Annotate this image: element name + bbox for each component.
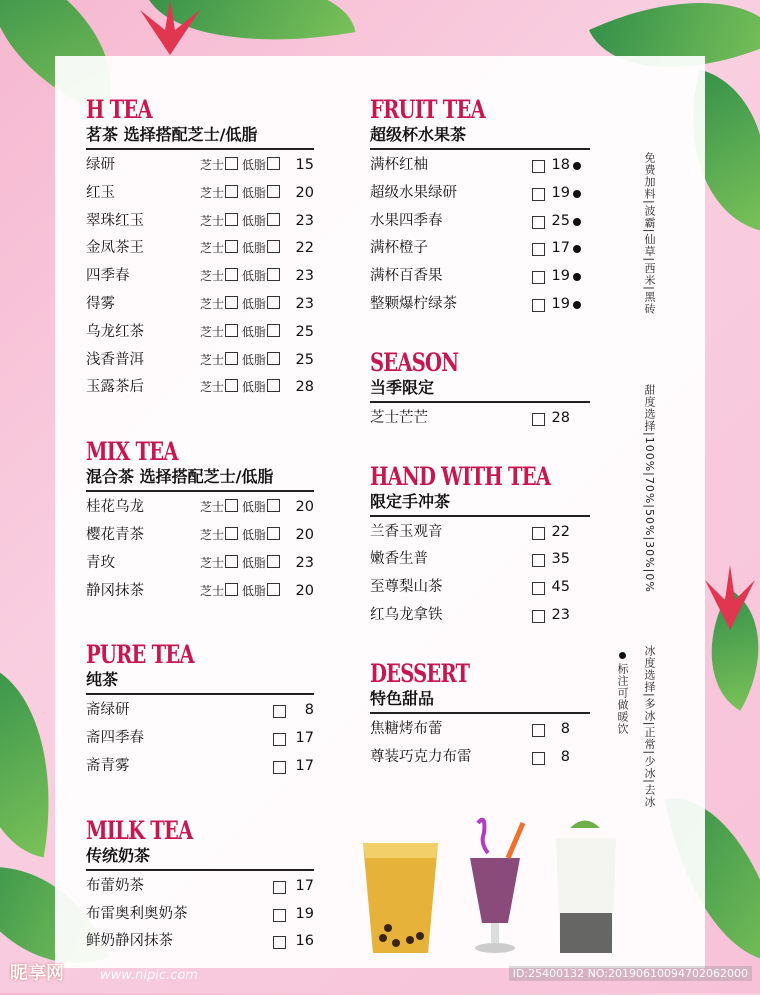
cheese-checkbox[interactable] — [225, 185, 238, 198]
item-name: 得雾 — [86, 295, 115, 312]
item-checkbox[interactable] — [532, 271, 545, 284]
mango-drink-icon — [363, 843, 438, 953]
section-title-en: PURE TEA — [86, 640, 194, 670]
item-checkbox[interactable] — [273, 909, 286, 922]
item-price: 17 — [295, 877, 314, 894]
menu-item — [86, 291, 314, 319]
option-cheese: 芝士 — [200, 380, 225, 395]
option-cheese: 芝士 — [200, 213, 225, 228]
item-name: 浅香普洱 — [86, 351, 144, 368]
item-name: 四季春 — [86, 268, 130, 285]
watermark-logo: 昵享网 — [10, 963, 64, 984]
cheese-checkbox[interactable] — [225, 296, 238, 309]
watermark-url: www.nipic.com — [100, 968, 198, 983]
item-price: 35 — [551, 551, 570, 568]
item-price: 23 — [295, 295, 314, 312]
item-options — [200, 235, 280, 263]
section-title-en: FRUIT TEA — [370, 95, 485, 124]
menu-item — [370, 716, 590, 744]
berry-smoothie-icon — [470, 858, 520, 923]
option-cheese: 芝士 — [200, 241, 225, 256]
menu-item — [370, 405, 590, 433]
item-options — [200, 347, 280, 375]
item-price: 19 — [551, 268, 570, 285]
menu-item — [86, 522, 314, 550]
section-title-cn: 纯茶 — [86, 669, 314, 695]
item-checkbox[interactable] — [273, 733, 286, 746]
lowfat-checkbox[interactable] — [267, 499, 280, 512]
menu-item — [370, 602, 590, 630]
menu-item — [370, 263, 590, 291]
bullet-dot-icon — [619, 652, 626, 659]
menu-item — [86, 928, 314, 956]
item-name: 斋青雾 — [86, 757, 130, 774]
item-checkbox[interactable] — [532, 188, 545, 201]
option-lowfat: 低脂 — [241, 241, 266, 256]
section-title-cn: 传统奶茶 — [86, 845, 314, 871]
item-price: 23 — [551, 606, 570, 623]
item-checkbox[interactable] — [532, 299, 545, 312]
item-name: 斋绿研 — [86, 702, 130, 719]
menu-section — [86, 641, 314, 780]
option-lowfat: 低脂 — [241, 296, 266, 311]
menu-section — [370, 349, 590, 433]
menu-item — [370, 519, 590, 547]
cheese-checkbox[interactable] — [225, 157, 238, 170]
option-lowfat: 低脂 — [241, 185, 266, 200]
section-title-cn: 混合茶 选择搭配芝士/低脂 — [86, 466, 314, 492]
left-column — [86, 96, 314, 956]
warm-drink-dot-icon — [573, 190, 581, 198]
lowfat-checkbox[interactable] — [267, 296, 280, 309]
item-name: 焦糖烤布蕾 — [370, 720, 443, 737]
item-name: 布蕾奶茶 — [86, 877, 144, 894]
option-cheese: 芝士 — [200, 583, 225, 598]
lowfat-checkbox[interactable] — [267, 583, 280, 596]
menu-item — [86, 578, 314, 606]
warm-drink-dot-icon — [573, 245, 581, 253]
item-name: 玉露茶后 — [86, 379, 144, 396]
item-price: 19 — [551, 184, 570, 201]
menu-item — [86, 901, 314, 929]
item-name: 满杯百香果 — [370, 268, 443, 285]
item-options — [200, 494, 280, 522]
menu-item — [86, 374, 314, 402]
item-name: 金凤茶王 — [86, 240, 144, 257]
option-cheese: 芝士 — [200, 185, 225, 200]
option-lowfat: 低脂 — [241, 213, 266, 228]
option-cheese: 芝士 — [200, 527, 225, 542]
item-price: 25 — [295, 351, 314, 368]
item-checkbox[interactable] — [532, 582, 545, 595]
menu-item — [86, 347, 314, 375]
item-price: 22 — [551, 523, 570, 540]
option-lowfat: 低脂 — [241, 158, 266, 172]
warm-note-text: 标注可做暖饮 — [616, 663, 629, 735]
option-lowfat: 低脂 — [241, 583, 266, 598]
menu-item — [86, 180, 314, 208]
item-options — [200, 180, 280, 208]
item-checkbox[interactable] — [273, 705, 286, 718]
warm-drink-dot-icon — [573, 218, 581, 226]
cheese-checkbox[interactable] — [225, 268, 238, 281]
option-lowfat: 低脂 — [241, 500, 266, 515]
menu-item — [86, 263, 314, 291]
item-checkbox[interactable] — [532, 610, 545, 623]
item-price: 28 — [551, 409, 570, 426]
item-name: 布雷奥利奥奶茶 — [86, 905, 188, 922]
lowfat-checkbox[interactable] — [267, 379, 280, 392]
menu-item — [370, 208, 590, 236]
item-options — [200, 291, 280, 319]
section-title-cn: 超级杯水果茶 — [370, 124, 590, 150]
menu-section — [370, 463, 590, 630]
cheese-checkbox[interactable] — [225, 527, 238, 540]
option-lowfat: 低脂 — [241, 527, 266, 542]
item-price: 19 — [295, 905, 314, 922]
cheese-checkbox[interactable] — [225, 499, 238, 512]
item-price: 25 — [551, 212, 570, 229]
item-name: 青玫 — [86, 554, 115, 571]
item-options — [200, 522, 280, 550]
warm-drink-dot-icon — [573, 162, 581, 170]
menu-item — [86, 873, 314, 901]
menu-item — [370, 152, 590, 180]
section-title-en: MIX TEA — [86, 437, 178, 467]
option-lowfat: 低脂 — [241, 324, 266, 339]
ice-note: 冰度选择|多冰|正常|少冰|去冰 — [643, 645, 656, 808]
item-name: 整颗爆柠绿茶 — [370, 295, 457, 312]
section-title-en: SEASON — [370, 347, 459, 377]
item-name: 尊装巧克力布雷 — [370, 748, 472, 765]
item-name: 绿研 — [86, 157, 115, 173]
lowfat-checkbox[interactable] — [267, 268, 280, 281]
sweetness-note: 甜度选择|100%|70%|50%|30%|0% — [643, 384, 656, 593]
section-title-cn: 当季限定 — [370, 377, 590, 403]
red-flower-decoration — [700, 565, 760, 635]
item-checkbox[interactable] — [532, 160, 545, 173]
cheese-checkbox[interactable] — [225, 352, 238, 365]
item-name: 兰香玉观音 — [370, 523, 443, 540]
item-options — [200, 578, 280, 606]
item-price: 16 — [295, 933, 314, 950]
menu-item — [86, 319, 314, 347]
option-cheese: 芝士 — [200, 269, 225, 284]
cheese-checkbox[interactable] — [225, 213, 238, 226]
item-name: 静冈抹茶 — [86, 582, 144, 599]
menu-item — [86, 697, 314, 725]
item-checkbox[interactable] — [532, 527, 545, 540]
item-price: 23 — [295, 554, 314, 571]
cheese-checkbox[interactable] — [225, 379, 238, 392]
menu-item — [86, 208, 314, 236]
option-cheese: 芝士 — [200, 324, 225, 339]
item-options — [200, 263, 280, 291]
item-checkbox[interactable] — [532, 216, 545, 229]
item-checkbox[interactable] — [273, 761, 286, 774]
cheese-checkbox[interactable] — [225, 324, 238, 337]
menu-item — [370, 291, 590, 319]
item-checkbox[interactable] — [532, 243, 545, 256]
item-price: 8 — [304, 702, 314, 719]
warm-drink-note — [614, 652, 630, 735]
item-name: 超级水果绿研 — [370, 184, 457, 201]
item-options — [200, 374, 280, 402]
item-name: 翠珠红玉 — [86, 212, 144, 229]
menu-section — [370, 660, 590, 772]
cheese-checkbox[interactable] — [225, 583, 238, 596]
menu-item — [86, 152, 314, 180]
item-price: 18 — [551, 157, 570, 173]
item-price: 17 — [295, 757, 314, 774]
option-cheese: 芝士 — [200, 555, 225, 570]
item-name: 鲜奶静冈抹茶 — [86, 933, 173, 950]
lowfat-checkbox[interactable] — [267, 352, 280, 365]
item-price: 17 — [551, 240, 570, 257]
red-flower-decoration — [130, 0, 210, 60]
menu-item — [86, 725, 314, 753]
item-name: 芝士芒芒 — [370, 409, 428, 426]
option-cheese: 芝士 — [200, 296, 225, 311]
lowfat-checkbox[interactable] — [267, 213, 280, 226]
menu-section — [86, 96, 314, 402]
menu-section — [370, 96, 590, 319]
menu-item — [370, 180, 590, 208]
item-name: 满杯橙子 — [370, 240, 428, 257]
toppings-note: 免费加料|波霸|仙草|西米|黑砖 — [643, 152, 656, 315]
lowfat-checkbox[interactable] — [267, 555, 280, 568]
menu-section — [86, 817, 314, 956]
menu-item — [370, 546, 590, 574]
item-price: 23 — [295, 268, 314, 285]
section-title-en: MILK TEA — [86, 815, 193, 845]
item-checkbox[interactable] — [532, 724, 545, 737]
section-title-cn: 限定手冲茶 — [370, 491, 590, 517]
item-checkbox[interactable] — [273, 881, 286, 894]
item-name: 嫩香生普 — [370, 551, 428, 568]
cheese-checkbox[interactable] — [225, 240, 238, 253]
lowfat-checkbox[interactable] — [267, 185, 280, 198]
menu-item — [370, 574, 590, 602]
section-title-en: HAND WITH TEA — [370, 461, 551, 491]
menu-item — [370, 744, 590, 772]
item-name: 红乌龙拿铁 — [370, 606, 443, 623]
option-lowfat: 低脂 — [241, 380, 266, 395]
lowfat-checkbox[interactable] — [267, 527, 280, 540]
menu-item — [370, 235, 590, 263]
lowfat-checkbox[interactable] — [267, 240, 280, 253]
option-lowfat: 低脂 — [241, 352, 266, 367]
item-price: 20 — [295, 499, 314, 516]
item-name: 斋四季春 — [86, 730, 144, 747]
item-price: 19 — [551, 295, 570, 312]
item-price: 22 — [295, 240, 314, 257]
item-options — [200, 208, 280, 236]
item-name: 水果四季春 — [370, 212, 443, 229]
menu-item — [86, 235, 314, 263]
item-name: 乌龙红茶 — [86, 323, 144, 340]
section-title-cn: 特色甜品 — [370, 688, 590, 714]
warm-drink-dot-icon — [573, 273, 581, 281]
lowfat-checkbox[interactable] — [267, 157, 280, 170]
item-price: 23 — [295, 212, 314, 229]
item-name: 樱花青茶 — [86, 526, 144, 543]
option-cheese: 芝士 — [200, 352, 225, 367]
item-price: 15 — [295, 157, 314, 173]
item-price: 28 — [295, 379, 314, 396]
option-lowfat: 低脂 — [241, 269, 266, 284]
item-checkbox[interactable] — [273, 936, 286, 949]
option-lowfat: 低脂 — [241, 555, 266, 570]
warm-drink-dot-icon — [573, 301, 581, 309]
right-column — [370, 96, 590, 771]
item-checkbox[interactable] — [532, 413, 545, 426]
item-price: 20 — [295, 526, 314, 543]
cheese-checkbox[interactable] — [225, 555, 238, 568]
menu-item — [86, 550, 314, 578]
menu-section — [86, 438, 314, 605]
lowfat-checkbox[interactable] — [267, 324, 280, 337]
section-title-cn: 茗茶 选择搭配芝士/低脂 — [86, 124, 314, 150]
drinks-illustration — [358, 808, 628, 960]
item-options — [200, 550, 280, 578]
item-price: 45 — [551, 579, 570, 596]
section-title-en: H TEA — [86, 95, 152, 124]
item-price: 25 — [295, 323, 314, 340]
item-name: 满杯红柚 — [370, 157, 428, 173]
item-price: 17 — [295, 730, 314, 747]
menu-item — [86, 494, 314, 522]
watermark-id: ID:25400132 NO:20190610094702062000 — [509, 966, 752, 981]
item-name: 至尊梨山茶 — [370, 579, 443, 596]
item-options — [200, 319, 280, 347]
item-name: 红玉 — [86, 184, 115, 201]
item-checkbox[interactable] — [532, 752, 545, 765]
item-price: 20 — [295, 582, 314, 599]
menu-item — [86, 753, 314, 781]
item-price: 8 — [560, 748, 570, 765]
section-title-en: DESSERT — [370, 658, 470, 688]
item-name: 桂花乌龙 — [86, 499, 144, 516]
item-price: 8 — [560, 720, 570, 737]
option-cheese: 芝士 — [200, 158, 225, 172]
item-options — [200, 152, 280, 180]
option-cheese: 芝士 — [200, 500, 225, 515]
item-price: 20 — [295, 184, 314, 201]
item-checkbox[interactable] — [532, 554, 545, 567]
